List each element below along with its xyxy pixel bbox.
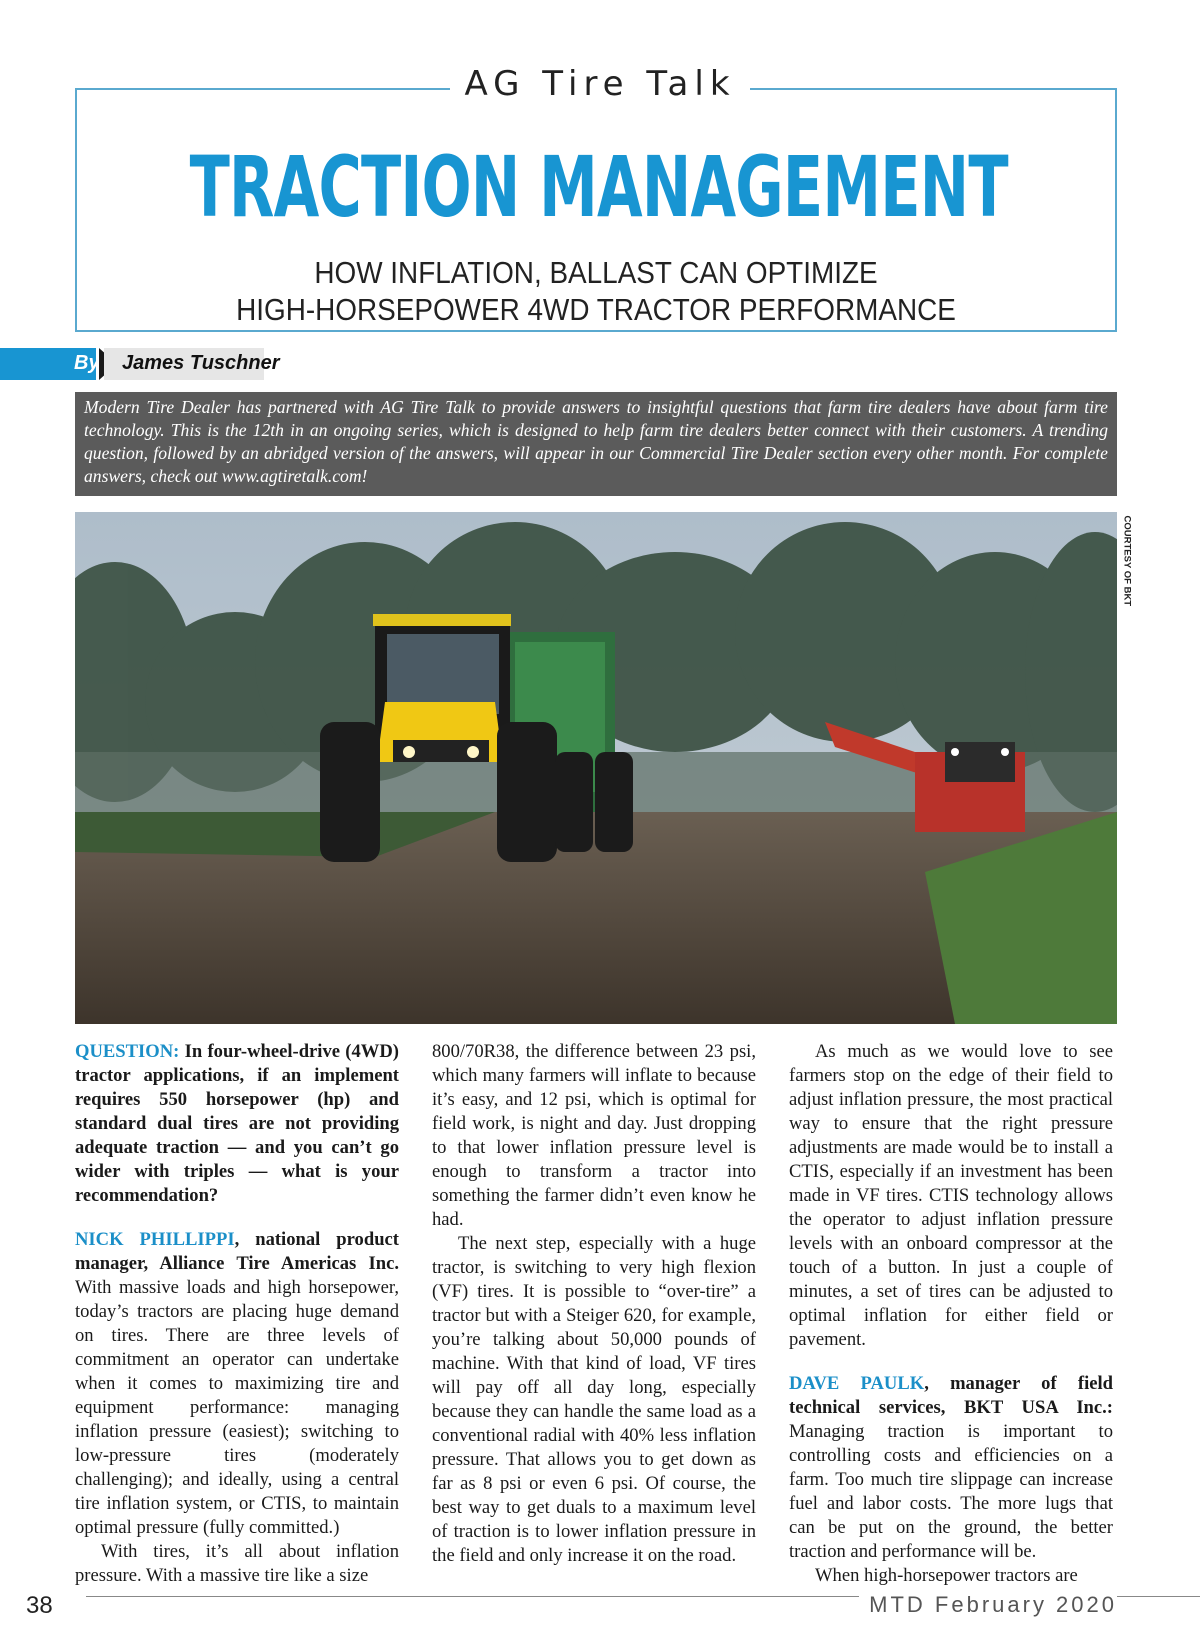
speaker-1-title: , national product manager, Alliance Tire Americas Inc.: [75, 1229, 399, 1274]
tractor-photo: [75, 512, 1117, 1024]
subhead-line-1: HOW INFLATION, BALLAST CAN OPTIMIZE: [314, 255, 878, 290]
column-3-paragraph-3: When high-horsepower tractors are: [815, 1565, 1078, 1586]
publication-footer: MTD February 2020: [859, 1592, 1117, 1618]
speaker-2-title: , manager of field technical services, BKT USA Inc.:: [789, 1373, 1113, 1418]
speaker-2-name: DAVE PAULK: [789, 1373, 925, 1394]
section-kicker: [0, 64, 1200, 104]
page-number: 38: [0, 1592, 86, 1624]
intro-box: Modern Tire Dealer has partnered with AG Tire Talk to provide answers to insightful questions that farm tire dealers have about farm tire technology. This is the 12th in an ongoing series, which is designed to help farm tire dealers better connect with their customers. A trending question, followed by an abridged version of the answers, will appear in our Commercial Tire Dealer section every other month. For complete answers, check out www.agtiretalk.com!: [75, 392, 1117, 496]
column-3-paragraph-1: As much as we would love to see farmers stop on the edge of their field to adjust inflation pressure, the most practical way to ensure that the right pressure adjustments are made would be to install a CTIS, especially if an investment has been made in VF tires. CTIS technology allows the operator to adjust inflation pressure levels with an onboard compressor at the touch of a button. In just a couple of minutes, a set of tires can be adjusted to optimal inflation for either field or pavement.: [789, 1041, 1113, 1350]
author-name: James Tuschner: [122, 352, 280, 374]
column-1-paragraph-2: With tires, it’s all about inflation pressure. With a massive tire like a size: [75, 1541, 399, 1586]
question-label: QUESTION:: [75, 1041, 180, 1062]
column-3: [789, 1040, 1113, 1588]
column-2-paragraph-2: The next step, especially with a huge tractor, is switching to very high flexion (VF) tires. It is possible to “over-tire” a tractor but with a Steiger 620, for example, you’re talking about 50,000 pounds of machine. With that kind of load, VF tires will pay off all day long, especially because they can handle the same load as a conventional radial with 40% less inflation pressure. That allows you to get down as far as 8 psi or even 6 psi. Of course, the best way to get duals to a maximum level of traction is to lower inflation pressure in the field and only increase it on the road.: [432, 1233, 756, 1566]
question-paragraph: [75, 1040, 399, 1208]
subhead-line-2: HIGH-HORSEPOWER 4WD TRACTOR PERFORMANCE: [236, 292, 956, 327]
byline-by: By: [74, 352, 100, 374]
speaker-1-paragraph: [75, 1228, 399, 1540]
headline: TRACTION MANAGEMENT: [189, 138, 1008, 236]
column-2-paragraph-1: 800/70R38, the difference between 23 psi, which many farmers will inflate to because it’s easy, and 12 psi, which is optimal for field work, is night and day. Just dropping to that lower inflation pressure level is enough to transform a tractor into something the farmer didn’t even know he had.: [432, 1041, 756, 1230]
column-2: [432, 1040, 756, 1568]
question-text: In four-wheel-drive (4WD) tractor applications, if an implement requires 550 horsepower (hp) and standard dual tires are not providing adequate traction — and you can’t go wider with triples — what is your recommendation?: [75, 1041, 399, 1206]
column-1: [75, 1040, 399, 1588]
kicker-text: AG Tire Talk: [450, 64, 749, 104]
photo-credit: [1119, 512, 1133, 642]
photo-credit-text: COURTESY OF BKT: [1121, 515, 1133, 607]
speaker-1-name: NICK PHILLIPPI: [75, 1229, 235, 1250]
speaker-2-paragraph: [789, 1372, 1113, 1564]
column-3-paragraph-2: Managing traction is important to controlling costs and efficiencies on a farm. Too much tire slippage can increase fuel and labor costs. The more lugs that can be put on the ground, the better traction and performance will be.: [789, 1421, 1113, 1562]
column-1-paragraph-1: With massive loads and high horsepower, today’s tractors are placing huge demand on tires. There are three levels of commitment an operator can undertake when it comes to maximizing tire and equipment performance: managing inflation pressure (easiest); switching to low-pressure tires (moderately challenging); and ideally, using a central tire inflation system, or CTIS, to maintain optimal pressure (fully committed.): [75, 1277, 399, 1538]
